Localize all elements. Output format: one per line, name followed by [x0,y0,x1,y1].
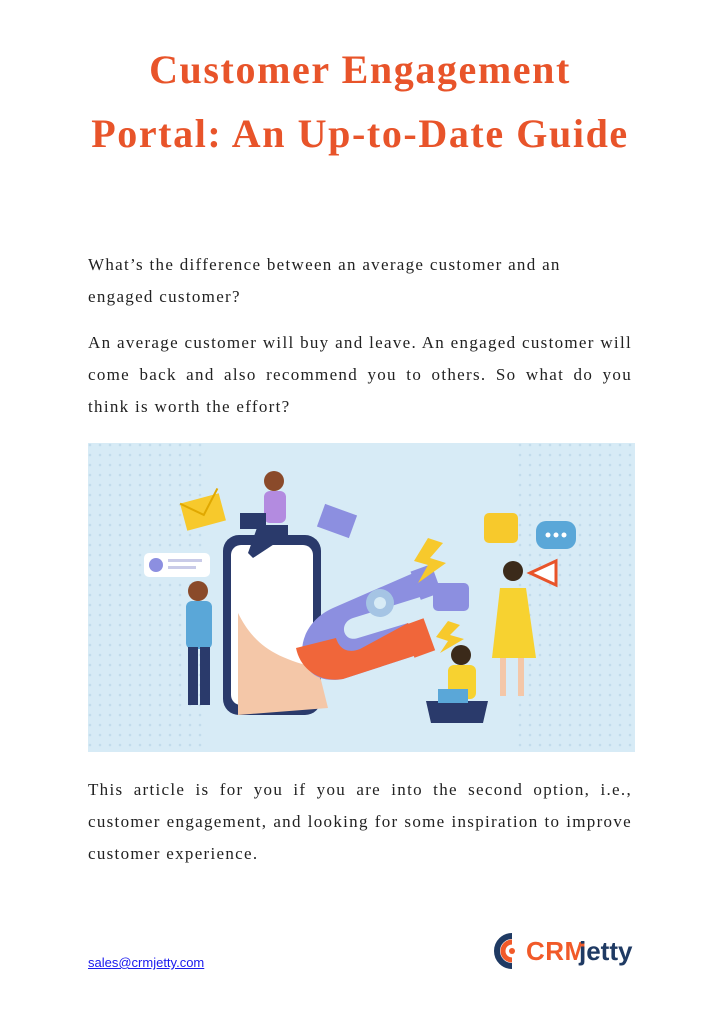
body-paragraph-1: An average customer will buy and leave. An engaged customer will come back and also recommend you to others. So what do you think is worth the effort? [88,333,632,416]
logo-text-crm: CRM [526,936,587,966]
thumbs-up-icon-2 [433,583,469,611]
crmjetty-logo [488,928,633,974]
body-paragraph-2: This article is for you if you are into the second option, i.e., customer engagement, and looking for some inspiration to improve customer experience. [88,780,632,863]
thumbs-up-icon [484,513,518,543]
illustration-graphic [88,443,635,752]
page-title: Customer Engagement Portal: An Up-to-Date Guide [91,47,629,156]
intro-paragraph: What’s the difference between an average customer and an engaged customer? [88,255,561,306]
logo-text-jetty: jetty [579,936,633,966]
customer-engagement-illustration [88,443,635,752]
email-link[interactable]: sales@crmjetty.com [88,955,205,970]
